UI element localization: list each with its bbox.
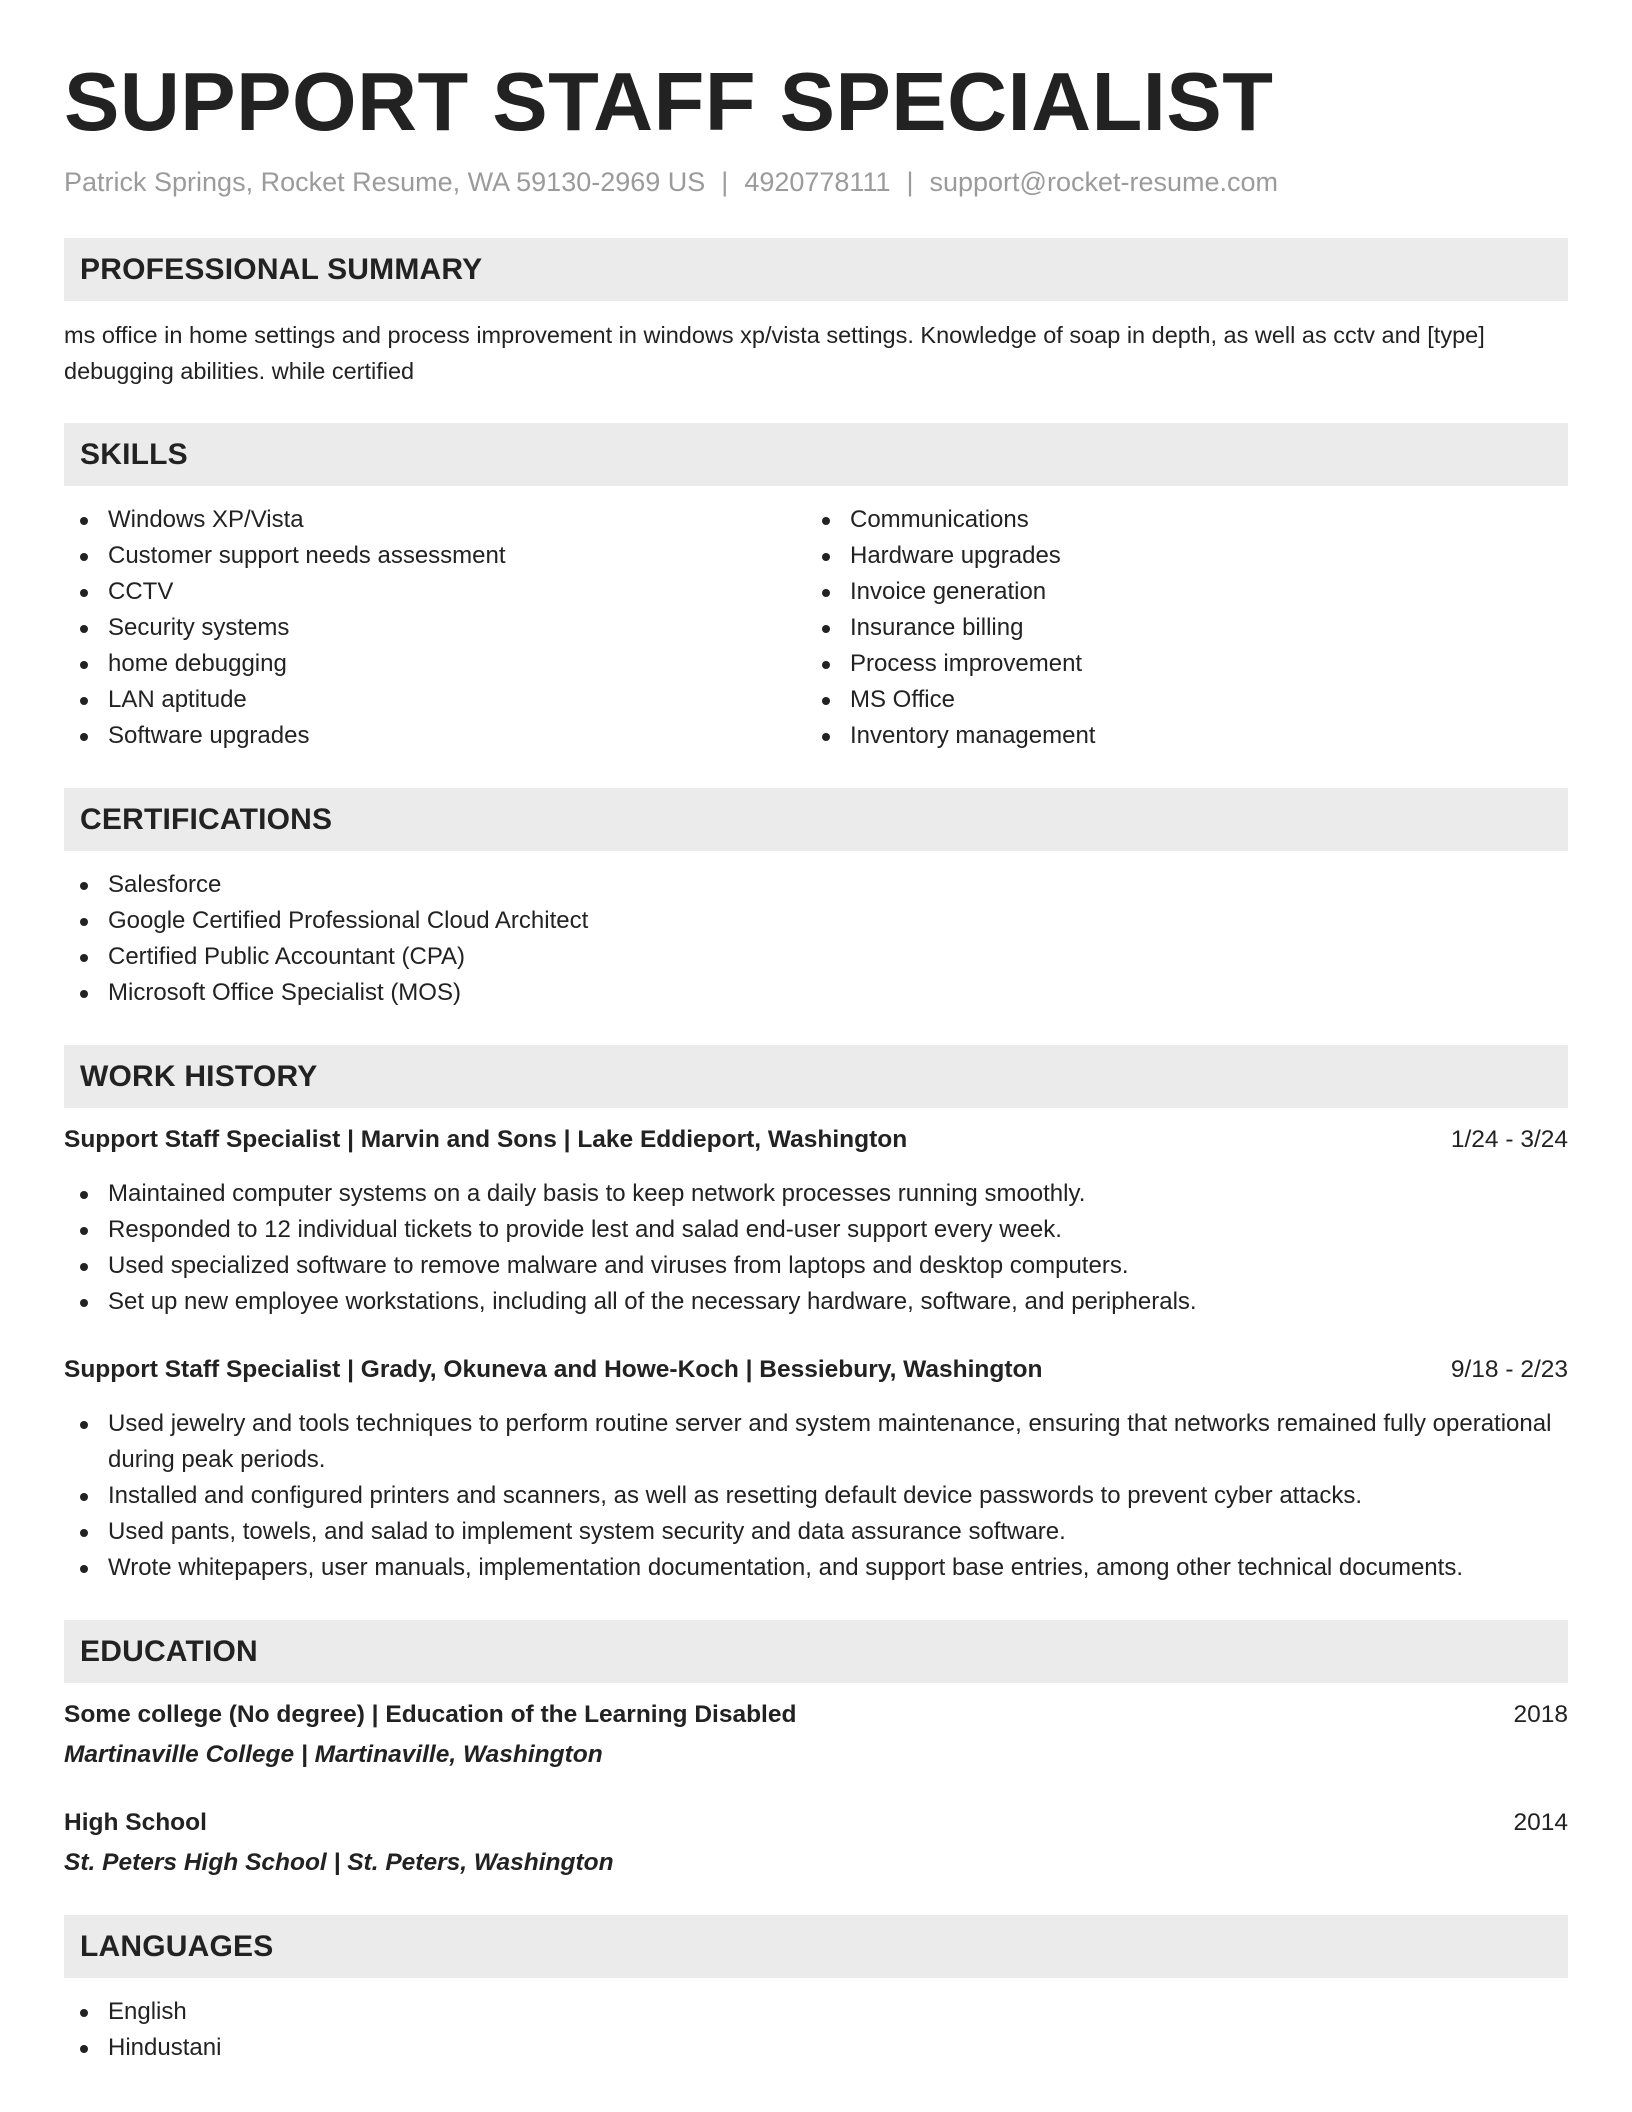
skill-item: LAN aptitude	[64, 682, 806, 718]
job-header	[64, 1352, 1568, 1388]
job-bullet: Installed and configured printers and scanners, as well as resetting default device passwords to prevent cyber attacks.	[64, 1478, 1568, 1514]
job-bullet: Responded to 12 individual tickets to provide lest and salad end-user support every week.	[64, 1212, 1568, 1248]
summary-heading: PROFESSIONAL SUMMARY	[64, 238, 1568, 301]
skills-column-left	[64, 502, 806, 754]
skill-item: Communications	[806, 502, 1548, 538]
education-school: Martinaville College | Martinaville, Washington	[64, 1741, 603, 1768]
language-item: English	[64, 1994, 1568, 2030]
job-bullet: Used pants, towels, and salad to implement system security and data assurance software.	[64, 1514, 1568, 1550]
job-entry	[64, 1122, 1568, 1320]
skills-column-right	[806, 502, 1548, 754]
job-title: Support Staff Specialist | Grady, Okuneva and Howe-Koch | Bessiebury, Washington	[64, 1356, 1043, 1383]
education-header	[64, 1697, 1568, 1733]
education-year: 2018	[1513, 1701, 1568, 1728]
contact-email: support@rocket-resume.com	[929, 167, 1279, 197]
job-entry	[64, 1352, 1568, 1586]
summary-text: ms office in home settings and process improvement in windows xp/vista settings. Knowledge of soap in depth, as well as cctv and [type] debugging abilities. while certified	[64, 322, 1485, 384]
job-bullet: Used specialized software to remove malware and viruses from laptops and desktop computers.	[64, 1248, 1568, 1284]
education-entry	[64, 1697, 1568, 1773]
skill-item: Security systems	[64, 610, 806, 646]
skill-item: Software upgrades	[64, 718, 806, 754]
resume-page	[64, 52, 1568, 2066]
job-bullet: Used jewelry and tools techniques to perform routine server and system maintenance, ensuring that networks remained fully operational during peak periods.	[64, 1406, 1568, 1478]
education-school: St. Peters High School | St. Peters, Washington	[64, 1849, 614, 1876]
contact-separator: |	[906, 167, 914, 197]
certification-item: Microsoft Office Specialist (MOS)	[64, 975, 1568, 1011]
contact-address: Patrick Springs, Rocket Resume, WA 59130-2969 US	[64, 167, 706, 197]
skill-item: MS Office	[806, 682, 1548, 718]
languages-heading: LANGUAGES	[64, 1915, 1568, 1978]
contact-separator: |	[721, 167, 729, 197]
skill-item: CCTV	[64, 574, 806, 610]
certification-item: Google Certified Professional Cloud Architect	[64, 903, 1568, 939]
skills-grid	[64, 502, 1568, 754]
education-degree: High School	[64, 1809, 207, 1836]
job-bullet: Maintained computer systems on a daily basis to keep network processes running smoothly.	[64, 1176, 1568, 1212]
job-bullets	[64, 1176, 1568, 1320]
education-heading: EDUCATION	[64, 1620, 1568, 1683]
education-degree: Some college (No degree) | Education of the Learning Disabled	[64, 1701, 797, 1728]
job-dates: 9/18 - 2/23	[1450, 1356, 1568, 1383]
skills-heading: SKILLS	[64, 423, 1568, 486]
skill-item: Inventory management	[806, 718, 1548, 754]
skill-item: Customer support needs assessment	[64, 538, 806, 574]
candidate-name: SUPPORT STAFF SPECIALIST	[64, 55, 1274, 148]
language-item: Hindustani	[64, 2030, 1568, 2066]
skills-list-right	[806, 502, 1548, 754]
skill-item: home debugging	[64, 646, 806, 682]
job-bullet: Wrote whitepapers, user manuals, implementation documentation, and support base entries, among other technical documents.	[64, 1550, 1568, 1586]
skill-item: Process improvement	[806, 646, 1548, 682]
education-header	[64, 1805, 1568, 1841]
job-dates: 1/24 - 3/24	[1450, 1126, 1568, 1153]
certification-item: Salesforce	[64, 867, 1568, 903]
education-entry	[64, 1805, 1568, 1881]
skill-item: Windows XP/Vista	[64, 502, 806, 538]
skills-list-left	[64, 502, 806, 754]
languages-list	[64, 1994, 1568, 2066]
job-bullets	[64, 1406, 1568, 1586]
work-history-heading: WORK HISTORY	[64, 1045, 1568, 1108]
certification-item: Certified Public Accountant (CPA)	[64, 939, 1568, 975]
skill-item: Invoice generation	[806, 574, 1548, 610]
certifications-list	[64, 867, 1568, 1011]
education-year: 2014	[1513, 1809, 1568, 1836]
contact-line	[64, 164, 1568, 200]
skill-item: Hardware upgrades	[806, 538, 1548, 574]
skill-item: Insurance billing	[806, 610, 1548, 646]
job-title: Support Staff Specialist | Marvin and Sons | Lake Eddieport, Washington	[64, 1126, 908, 1153]
certifications-heading: CERTIFICATIONS	[64, 788, 1568, 851]
contact-phone: 4920778111	[744, 167, 891, 197]
job-bullet: Set up new employee workstations, including all of the necessary hardware, software, and peripherals.	[64, 1284, 1568, 1320]
job-header	[64, 1122, 1568, 1158]
